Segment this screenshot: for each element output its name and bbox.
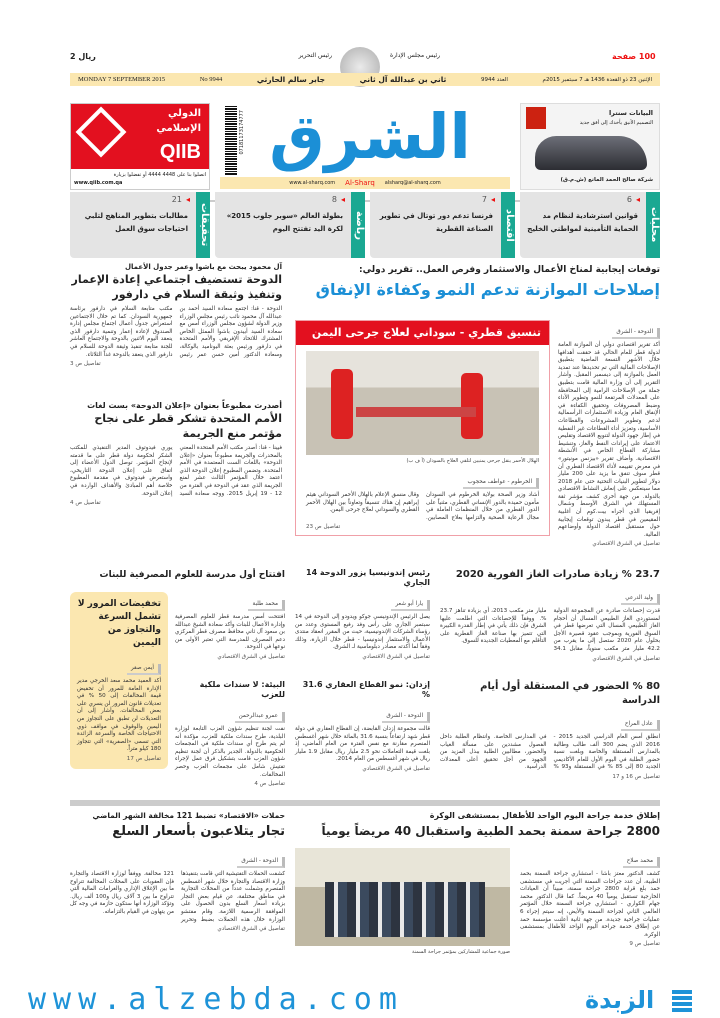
article-body: أكد تقرير اقتصادي دولي أن الموازنة العامة لدولة قطر للعام الحالي قد حققت أهدافها خلال الأشهر التسعة الماضية بتطبيق الإصلاحات المالية التي تم تحديدها عند تمديد العمل بالموازنة إلى ديسمبر المقبل. وأشار التقرير إلى أن وزارة المالية قامت بتطبيق جملة من الإصلاحات الرامية إلى المحافظة على المعدلات المرتفعة للنمو وتطوير الأداء وضبط المصروفات وتحقيق الكفاءة في الإنفاق العام وزيادة الاستثمارات الرأسمالية لدعم وتطوير المشروعات والقطاعات الأساسية، وتعزيز أداء القطاعات غير النفطية في إطار جهود الدولة لتنويع الاقتصاد وتقليص الاعتماد على إيرادات النفط والغاز، وتنشيط مشاركة القطاع الخاص في الأنشطة الاقتصادية. وأضاف تقرير «بيزنس مونيتور» في معرض تقييمه لأداء الاقتصاد القطري أن قطر سوف تنفق ما يزيد على 200 مليار دولار لتطوير البنيات التحتية حتى عام 2018 مما سينعكس على إنعاش النشاط الاقتصادي بالدولة. من جهة أخرى كشف مؤشر ثقة المستهلك في الشرق الأوسط وشمال إفريقيا الذي أجراه بيت.كوم أن أغلبية المقيمين في قطر يبدون توقعات إيجابية حول مستقبل اقتصاد الدولة وأوضاعهم المالية. [558, 342, 660, 538]
issue-en: No 9944 [199, 76, 223, 83]
editor-label: رئيس التحرير [298, 52, 332, 59]
watermark-url: www.alzebda.com [28, 982, 404, 1017]
baladiya-headline[interactable]: البيئة: لا سندات ملكية للعزب [199, 680, 285, 699]
email[interactable]: alsharq@al-sharq.com [384, 180, 441, 186]
editor-name: جابر سالم الحارثي [256, 75, 326, 84]
qiib-logo-icon [76, 107, 127, 158]
details-link[interactable]: تفاصيل في الشرق الاقتصادي [217, 926, 285, 933]
nissan-logo-icon [526, 107, 546, 129]
yemen-photo [306, 351, 539, 455]
lead-kicker: توقعات إيجابية لمناخ الأعمال والاستثمار وفرص العمل.. تقرير دولي: [359, 265, 660, 275]
article-body: يصل الرئيس الإندونيسي جوكو ويدودو إلى الدوحة في 14 سبتمبر الجاري على رأس وفد رفيع المستوى وعدد من رؤساء الشركات الإندونيسية، حيث من المقرر انعقاد منتدى الأعمال والاستثمار إندونيسيا - قطر خلال الزيارة، وذلك وفقاً لما أكدته مصادر دبلوماسية لـ الشرق. [295, 614, 430, 651]
nissan-title: البيانات سنترا [608, 109, 653, 117]
surgery-kicker: إطلاق خدمة جراحة اليوم الواحد للأطفال بمستشفى الوكرة [429, 811, 660, 820]
darfur-article [70, 262, 282, 368]
page-number: 21 ◂ [172, 195, 190, 204]
surgery-article [520, 845, 660, 948]
teaser-investigations[interactable] [70, 192, 210, 258]
byline: الدوحة - الشرق [237, 857, 285, 868]
section-label: تحقيقات [196, 192, 210, 258]
teaser-economy[interactable] [370, 192, 515, 258]
indonesia-headline[interactable]: رئيس إندونيسيا يزور الدوحة 14 الجاري [306, 568, 430, 587]
details-link[interactable]: تفاصيل في الشرق الاقتصادي [592, 541, 660, 548]
details-link[interactable]: تفاصيل في الشرق الاقتصادي [362, 653, 430, 660]
teaser-local[interactable] [520, 192, 660, 258]
details-link[interactable]: تفاصيل في الشرق الاقتصادي [217, 653, 285, 660]
date-ar: الإثنين 23 ذو القعدة 1436 هـ 7 سبتمبر 2015م [542, 76, 652, 83]
surgery-headline[interactable]: 2800 جراحة سمنة بحمد الطبية واستقبال 40 مريضاً يومياً [321, 824, 660, 838]
byline: أيمن صقر [127, 664, 161, 675]
byline: عادل المراح [621, 720, 660, 731]
section-divider [70, 800, 660, 806]
qiib-ar: الدولي [167, 108, 201, 119]
barcode [225, 106, 237, 176]
yemen-box [295, 320, 550, 536]
byline: محمد صلاح [623, 857, 660, 868]
gas-headline[interactable]: 23.7 % زيادة صادرات الغاز الفورية 2020 [455, 569, 660, 580]
page-number: 8 ◂ [332, 195, 345, 204]
article-body: الدوحة - قنا: اجتمع سعادة السيد أحمد بن عبدالله آل محمود نائب رئيس مجلس الوزراء وزير الدولة لشؤون مجلس الوزراء أمس مع سعادة السيد أبيدون باشوا الممثل الخاص المشترك للاتحاد الإفريقي والأمم المتحدة في دارفور ورئيس بعثة اليوناميد بالوكالة، وسعادة الدكتور أمين حسن عمر رئيس مكتب متابعة السلام في دارفور برئاسة جمهورية السودان. كما تم خلال الاجتماعين استعراض جدول أعمال اجتماع مجلس إدارة الصندوق لإعادة إعمار وتنمية دارفور الذي ينعقد اليوم الاثنين بالدوحة والاجتماع العاشر للجنة متابعة تنفيذ وثيقة الدوحة للسلام في دارفور الذي ينعقد بالدوحة غداً الثلاثاء. [70, 306, 282, 358]
newspaper-logo: الشرق [269, 100, 471, 173]
date-strip [70, 73, 660, 86]
lead-headline[interactable]: إصلاحات الموازنة تدعم النمو وكفاءة الإنفاق [315, 280, 660, 299]
page-number: 7 ◂ [482, 195, 495, 204]
byline: وليد الدرعي [621, 594, 660, 605]
qiib-url[interactable]: www.qiib.com.qa [74, 180, 123, 186]
date-en: MONDAY 7 SEPTEMBER 2015 [78, 76, 166, 83]
banking-headline[interactable]: افتتاح أول مدرسة للعلوم المصرفية للبنات [99, 570, 285, 580]
section-label: رياضة [351, 192, 365, 258]
article-body: نفت لجنة تنظيم شؤون العزب التابعة لوزارة البلدية، طرح سندات ملكية للعزب، مؤكدة أنه لم يتم طرح أي سندات ملكية في المجمعات الحكومية بالدولة. الجدير بالذكر أن لجنة تنظيم شؤون العزب قامت بتشكيل فرق عمل لإجراء تفتيش شامل على مجمعات العزب وحصر المخالفات. [175, 726, 285, 778]
byline: عمرو عبدالرحمن [235, 712, 285, 723]
logo-strip [220, 177, 510, 189]
lead-article [558, 316, 660, 548]
attendance-headline[interactable]: 80 % الحضور في المستقلة أول أيام الدراسة [480, 681, 660, 706]
darfur-headline[interactable]: الدوحة تستضيف اجتماعي إعادة الإعمار وتنفيذ وثيقة السلام في دارفور [71, 273, 282, 301]
logo-latin: Al-Sharq [345, 179, 375, 187]
nissan-sub: التصميم الأنيق يأخذك إلى أفق جديد [579, 120, 653, 126]
website[interactable]: www.al-sharq.com [289, 180, 336, 186]
nissan-dealer: شركة صالح الحمد المانع (ش.م.ق) [560, 177, 653, 183]
traffic-box [70, 592, 168, 769]
byline: الخرطوم - عواطف محجوب [463, 478, 539, 489]
byline: يارا أبو شعر [391, 600, 430, 611]
board-label: رئيس مجلس الإدارة [390, 52, 441, 59]
details-link[interactable]: تفاصيل ص 3 [70, 361, 101, 368]
qiib-contact: اتصلوا بنا على 4448 4444 أو تفضلوا بزيارة [113, 172, 206, 178]
board-name: ثاني بن عبدالله آل ثاني [359, 75, 447, 84]
byline: الدوحة - الشرق [612, 328, 660, 339]
teaser-text: فرنسا تدعم دور توتال في تطوير الصناعة القطرية [379, 212, 493, 233]
prices-headline[interactable]: تجار يتلاعبون بأسعار السلع [112, 824, 285, 839]
un-article [70, 400, 282, 507]
watermark-logo-icon [672, 990, 692, 1014]
indonesia-article [295, 568, 430, 661]
price: 2 ريال [70, 52, 96, 61]
watermark-logo: الزبدة [585, 986, 655, 1014]
teaser-text: بطولة العالم «سوبر جلوب 2015» لكرة اليد تفتتح اليوم [226, 212, 343, 233]
details-link[interactable]: تفاصيل في الشرق الاقتصادي [362, 765, 430, 772]
teaser-text: مطالبات بتطوير المناهج لتلبي احتياجات سوق العمل [84, 212, 188, 233]
teaser-sports[interactable] [215, 192, 365, 258]
details-link[interactable]: تفاصيل ص 4 [70, 500, 101, 507]
qiib-ad[interactable] [70, 103, 210, 190]
article-body: قالت مجموعة إزدان القابضة، إن القطاع العقاري في دولة قطر شهد ارتفاعاً بنسبة 31.6 بالمائة خلال شهر أغسطس المنصرم مقارنة مع نفس الفترة من العام الماضي، إذ بلغت قيمة التعاملات نحو 2.5 مليار ريال مقابل 1.9 مليار ريال في شهر أغسطس من العام 2014. [295, 726, 430, 763]
section-label: محليات [646, 192, 660, 258]
gas-article [440, 568, 660, 663]
article-body: قدرت إحصاءات صادرة عن المجموعة الدولية لمستوردي الغاز الطبيعي المسال أن أحجام الغاز الطبيعي المسال التي تعرضها قطر في السوق الفورية وبموجب عقود قصيرة الأجل بحلول عام 2020 ستصل إلى ما يقرب من 42.2 مليار متر مكعب سنوياً، مقابل 34.1 مليار متر مكعب 2013، أي بزيادة تناهز 23.7 %. ووفقاً للإحصاءات التي اطلعت عليها الشرق فإن ذلك يأتي في إطار القدرة الكبيرة التي تتميز بها صناعة الغاز القطرية على التأقلم مع المعطيات الجديدة للسوق. [440, 608, 661, 652]
attendance-article [440, 680, 660, 781]
pages: 100 صفحة [612, 52, 656, 61]
article-body: أشاد وزير الصحة بولاية الخرطوم في السودان مأمون حميدة بالدور الإنساني القطري، مثنياً على الدور القطري من خلال المنظمات العاملة في مجال الرعاية الصحية والتزامها بعلاج المصابين. وقال منسق الإعلام بالهلال الأحمر السوداني هيثم إبراهيم إن هناك تنسيقاً وتعاوناً بين الهلال الأحمر القطري والسوداني لعلاج جرحى اليمن. [306, 492, 539, 521]
article-body: افتتحت أمس مدرسة قطر للعلوم المصرفية وإدارة الأعمال للبنات وأكد سعادة الشيخ عبدالله بن سعود آل ثاني محافظ مصرف قطر المركزي دعم المصرف للمدرسة التي تعتبر الأولى من نوعها في الدوحة. [175, 614, 285, 651]
photo-caption: صورة جماعية للمشاركين بمؤتمر جراحة السمنة [411, 949, 510, 955]
article-body: انطلق أمس العام الدراسي الجديد 2015 - 2016 الذي يضم 300 ألف طالب وطالبة بالمدارس المستقلة والخاصة وبلغت نسبة حضور الطلبة في اليوم الأول للعام الأكاديمي الجديد 80 إلى 85 % في المستقلة و93 % في المدارس الخاصة. وانتظام الطلبة داخل الفصول مشددين على مسألة الغياب والحضور، مطالبين الطلبة ببذل المزيد من الجهود من أجل تحقيق أعلى المعدلات الدراسية. [440, 734, 661, 771]
car-image [535, 136, 647, 170]
banking-article [175, 588, 285, 661]
article-body: كشف الدكتور معتز باشا - استشاري جراحة السمنة بحمد الطبية، أن عدد جراحات السمنة التي أجريت في مستشفى حمد بلغ قرابة 2800 جراحة سمنة، مبيناً أن العيادات الخارجية تستقبل يومياً 40 مريضاً. كما قال الدكتور محمد جهام الكواري - استشاري جراحة السمنة خلال المؤتمر العالمي الثاني لجراحة السمنة والأيض، إنه سيتم إجراء 6 عمليات جراحية جديدة. من جهة ثانية أعلنت مؤسسة حمد عن إطلاق خدمة جراحة اليوم الواحد للأطفال بمستشفى الوكرة. [520, 871, 661, 938]
photo-caption: الهلال الأحمر ينقل جرحى يمنيين لتلقي العلاج بالسودان (أ ف ب) [406, 458, 539, 464]
ezdan-article [295, 680, 430, 773]
surgery-photo [295, 848, 510, 946]
page-number: 6 ◂ [627, 195, 640, 204]
byline: الدوحة - الشرق [382, 712, 430, 723]
un-headline[interactable]: الأمم المتحدة تشكر قطر على نجاح مؤتمر منع الجريمة [94, 412, 282, 440]
teaser-text: قوانين استرشادية لنظام مد الحماية التأمينية لمواطني الخليج [527, 212, 638, 233]
un-kicker: أصدرت مطبوعاً بعنوان «إعلان الدوحة» بست لغات [87, 401, 282, 410]
article-body: كشفت الحملات التفتيشية التي قامت بتنفيذها وزارة الاقتصاد والتجارة خلال شهر أغسطس المنصرم وشملت عدداً من المحلات التجارية في مناطق مختلفة، عن قيام بعض التجار بزيادة أسعار السلع بدون الحصول على الموافقة الرسمية اللازمة. وقام مفتشو الوزارة خلال هذه الحملات بضبط وتحرير 121 مخالفة. ووفقاً لوزارة الاقتصاد والتجارة فإن العقوبات على المحلات المخالفة تتراوح ما بين الإغلاق الإداري والغرامات المالية التي تتراوح ما بين 3 آلاف ريال و100 ألف ريال. وتؤكد الوزارة أنها ستكون حازمة في وجه كل من يتهاون في القيام بالتزاماته. [70, 871, 285, 923]
details-link[interactable]: تفاصيل ص 17 [126, 755, 161, 762]
ezdan-headline[interactable]: إزدان: نمو القطاع العقاري 31.6 % [302, 680, 430, 699]
article-body: أكد العميد محمد سعد الخرجي مدير الإدارة العامة للمرور أن تخفيض قيمة المخالفات إلى 50 % في تعديلات قانون المرور لن يسري على بعض المخالفات. وأشار إلى أن التعديلات لن تطبق على التجاوز من اليمين والوقوف في مواقف ذوي الاحتياجات الخاصة والسرعة الزائدة التي تسمى «الصفرية» التي تتجاوز 180 كيلو متراً. [77, 678, 161, 753]
qiib-ar-2: الإسلامي [156, 123, 201, 134]
barcode-number: 07181173174777 [239, 110, 245, 155]
section-label: اقتصاد [501, 192, 515, 258]
baladiya-article [175, 680, 285, 788]
details-link[interactable]: تفاصيل في الشرق الاقتصادي [592, 655, 660, 662]
details-link[interactable]: تفاصيل ص 23 [306, 524, 341, 531]
details-link[interactable]: تفاصيل ص 16 و 17 [612, 773, 660, 780]
byline: محمد طلبة [248, 600, 285, 611]
prices-article [70, 845, 285, 933]
qiib-name: QIIB [159, 141, 201, 163]
issue-ar: العدد 9944 [480, 76, 508, 83]
traffic-headline[interactable]: تخفيضات المرور لا تشمل السرعة والتجاوز من اليمين [77, 599, 161, 648]
details-link[interactable]: تفاصيل ص 4 [254, 781, 285, 788]
prices-kicker: حملات «الاقتصاد» تضبط 121 مخالفة الشهر الماضي [92, 811, 285, 820]
nissan-ad[interactable] [520, 103, 660, 190]
details-link[interactable]: تفاصيل ص 9 [629, 941, 660, 948]
yemen-headline[interactable]: تنسيق قطري - سوداني لعلاج جرحى اليمن [296, 321, 549, 345]
darfur-kicker: آل محمود يبحث مع باشوا وعمر جدول الأعمال [124, 263, 282, 271]
article-body: فيينا - قنا: أصدر مكتب الأمم المتحدة المعني بالمخدرات والجريمة مطبوعاً بعنوان «إعلان الدوحة» باللغات الست المعتمدة في الأمم المتحدة. وتضمن المطبوع إعلان الدوحة الذي اعتمد خلال المؤتمر الثالث عشر لمنع الجريمة الذي عقد في الدوحة في الفترة من 12 - 19 إبريل 2015. ووجه سعادة السيد يوري فيدوتوف المدير التنفيذي للمكتب الشكر لحكومة دولة قطر على ما قدمته لإنجاح المؤتمر. توصل الدول الأعضاء إلى اتفاق على إعلان الدوحة التاريخي، واستعرض فيدوتوف في مقدمة المطبوع خلاصة أهم المبادئ والأهداف الواردة في إعلان الدوحة. [70, 445, 283, 497]
